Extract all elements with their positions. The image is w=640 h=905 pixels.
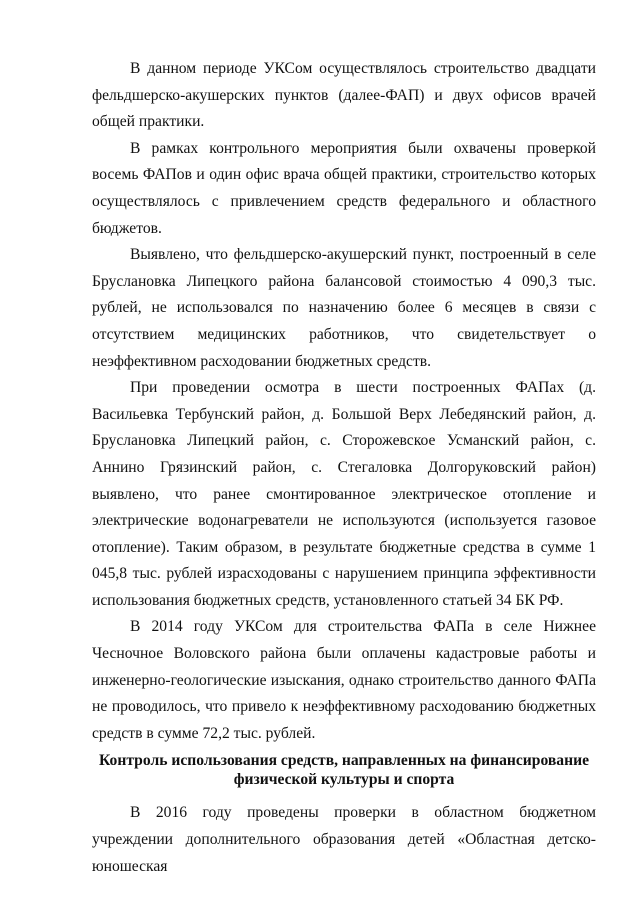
section-heading-line-2: физической культуры и спорта (233, 771, 455, 789)
paragraph-bruslanovka-finding: Выявлено, что фельдшерско-акушерский пункт, построенный в селе Бруслановка Липецкого района балансовой стоимостью 4 090,3 тыс. рублей, не использовался по назначению более 6 месяцев в связи с отсутствием медицинских работников, что свидетельствует о неэффективном расходовании бюджетных средств. (92, 246, 596, 370)
paragraph-2014-chesnochnoe: В 2014 году УКСом для строительства ФАПа в селе Нижнее Чесночное Воловского района были оплачены кадастровые работы и инженерно-геологические изыскания, однако строительство данного ФАПа не проводилось, что привело к неэффективному расходованию бюджетных средств в сумме 72,2 тыс. рублей. (92, 618, 596, 742)
paragraph-construction-period: В данном периоде УКСом осуществлялось строительство двадцати фельдшерско-акушерских пунктов (далее-ФАП) и двух офисов врачей общей практики. (92, 60, 596, 131)
section-heading-line-1: Контроль использования средств, направленных на финансирование (99, 752, 589, 770)
paragraph-audit-scope: В рамках контрольного мероприятия были охвачены проверкой восемь ФАПов и один офис врача общей практики, строительство которых осуществлялось с привлечением средств федерального и областного бюджетов. (92, 139, 596, 237)
section-heading (92, 751, 596, 789)
paragraph-inspection-findings: При проведении осмотра в шести построенных ФАПах (д. Васильевка Тербунский район, д. Большой Верх Лебедянский район, д. Бруслановка Липецкий район, с. Сторожевское Усманский район, с. Аннино Грязинский район, с. Стегаловка Долгоруковский район) выявлено, что ранее смонтированное электрическое отопление и электрические водонагреватели не используются (используется газовое отопление). Таким образом, в результате бюджетные средства в сумме 1 045,8 тыс. рублей израсходованы с нарушением принципа эффективности использования бюджетных средств, установленного статьей 34 БК РФ. (92, 379, 596, 609)
paragraph-2016-inspections: В 2016 году проведены проверки в областном бюджетном учреждении дополнительного образования детей «Областная детско-юношеская (92, 804, 596, 875)
document-page (92, 56, 596, 880)
